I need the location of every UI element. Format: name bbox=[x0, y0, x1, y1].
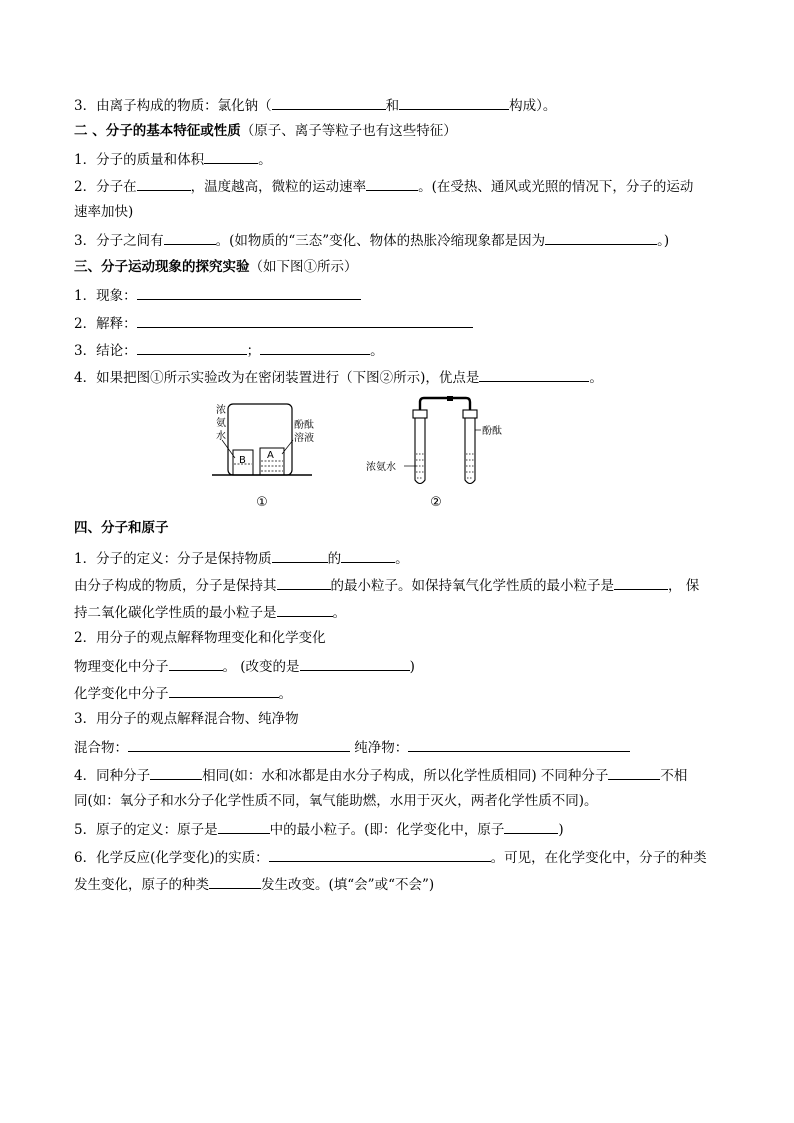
blank-input[interactable] bbox=[128, 738, 350, 752]
figure-2-test-tube-experiment bbox=[364, 396, 514, 511]
line-co2-property: 持二氧化碳化学性质的最小粒子是 。 bbox=[74, 605, 346, 621]
line-chemical-change: 化学变化中分子 。 bbox=[74, 686, 292, 702]
line-same-molecule-continued: 同(如：氧分子和水分子化学性质不同，氧气能助燃，水用于灭火，两者化学性质不同)。 bbox=[74, 793, 598, 809]
line-atom-definition: 5．原子的定义：原子是 中的最小粒子。(即：化学变化中，原子 ) bbox=[74, 822, 564, 838]
figure-1-beaker-experiment bbox=[208, 396, 318, 511]
label-phenolphthalein-2: 酚酞 bbox=[482, 426, 502, 437]
blank-input[interactable] bbox=[209, 875, 261, 889]
line-molecule-motion: 2．分子在 ，温度越高，微粒的运动速率 。(在受热、通风或光照的情况下，分子的运动 bbox=[74, 179, 694, 195]
line-physical-change: 物理变化中分子 。 (改变的是 ) bbox=[74, 659, 415, 675]
figure-caption-2: ② bbox=[430, 495, 442, 510]
blank-input[interactable] bbox=[272, 96, 386, 110]
blank-input[interactable] bbox=[164, 231, 216, 245]
section-heading-4: 四、分子和原子 bbox=[74, 520, 169, 536]
line-mass-volume: 1．分子的质量和体积 。 bbox=[74, 152, 272, 168]
line-mixture-answer: 混合物： 纯净物： bbox=[74, 738, 630, 756]
stopper-left bbox=[413, 410, 427, 418]
blank-input[interactable] bbox=[137, 177, 191, 191]
blank-input[interactable] bbox=[341, 549, 395, 563]
line-reaction-essence-continued: 发生变化，原子的种类 发生改变。(填“会”或“不会”) bbox=[74, 877, 435, 893]
label-phenolphthalein: 酚酞 bbox=[294, 420, 314, 431]
clamp bbox=[447, 396, 453, 401]
line-physical-chemical-change: 2．用分子的观点解释物理变化和化学变化 bbox=[74, 630, 326, 646]
blank-input[interactable] bbox=[479, 368, 589, 382]
blank-input[interactable] bbox=[169, 684, 279, 698]
line-molecule-substance: 由分子构成的物质，分子是保持其 的最小粒子。如保持氧气化学性质的最小粒子是 ， 保 bbox=[74, 578, 700, 594]
blank-input[interactable] bbox=[269, 848, 491, 862]
blank-input[interactable] bbox=[504, 820, 558, 834]
line-phenomenon: 1．现象： bbox=[74, 286, 361, 304]
blank-input[interactable] bbox=[300, 657, 410, 671]
figure-caption-1: ① bbox=[256, 495, 268, 510]
blank-input[interactable] bbox=[137, 314, 473, 328]
blank-input[interactable] bbox=[545, 231, 657, 245]
line-mixture-pure: 3．用分子的观点解释混合物、纯净物 bbox=[74, 711, 299, 727]
blank-input[interactable] bbox=[137, 341, 247, 355]
line-motion-continued: 速率加快) bbox=[74, 204, 134, 220]
label-b: B bbox=[239, 455, 246, 466]
blank-input[interactable] bbox=[408, 738, 630, 752]
svg-text:溶液: 溶液 bbox=[294, 433, 314, 444]
blank-input[interactable] bbox=[366, 177, 418, 191]
blank-input[interactable] bbox=[137, 286, 361, 300]
blank-input[interactable] bbox=[150, 766, 202, 780]
blank-input[interactable] bbox=[169, 657, 223, 671]
blank-input[interactable] bbox=[204, 150, 258, 164]
line-reaction-essence: 6．化学反应(化学变化)的实质： 。可见，在化学变化中，分子的种类 bbox=[74, 850, 707, 866]
blank-input[interactable] bbox=[260, 341, 370, 355]
line-molecule-definition: 1．分子的定义：分子是保持物质 的 。 bbox=[74, 551, 409, 567]
line-same-molecule: 4．同种分子 相同(如：水和冰都是由水分子构成，所以化学性质相同) 不同种分子 不相 bbox=[74, 768, 688, 784]
blank-input[interactable] bbox=[399, 96, 509, 110]
section-heading-2: 二 、分子的基本特征或性质（原子、离子等粒子也有这些特征） bbox=[74, 123, 457, 139]
test-tube-left bbox=[415, 418, 425, 484]
line-closed-device: 4．如果把图①所示实验改为在密闭装置进行（下图②所示)，优点是 。 bbox=[74, 370, 603, 386]
test-tube-right bbox=[465, 418, 475, 484]
label-ammonia-2: 浓氨水 bbox=[366, 462, 396, 473]
blank-input[interactable] bbox=[614, 576, 668, 590]
line-explanation: 2．解释： bbox=[74, 314, 473, 332]
svg-text:氨: 氨 bbox=[216, 418, 226, 429]
label-a: A bbox=[267, 450, 274, 461]
label-ammonia: 浓 bbox=[216, 405, 226, 416]
blank-input[interactable] bbox=[277, 603, 333, 617]
section-heading-3: 三、分子运动现象的探究实验（如下图①所示） bbox=[74, 259, 358, 275]
blank-input[interactable] bbox=[608, 766, 660, 780]
line-conclusion: 3．结论： ； 。 bbox=[74, 343, 384, 359]
line-molecular-gap: 3．分子之间有 。(如物质的“三态”变化、物体的热胀冷缩现象都是因为 。) bbox=[74, 233, 670, 249]
line-ionic-substance: 3．由离子构成的物质：氯化钠（ 和 构成）。 bbox=[74, 98, 557, 114]
stopper-right bbox=[463, 410, 477, 418]
svg-text:水: 水 bbox=[216, 431, 226, 442]
blank-input[interactable] bbox=[272, 549, 328, 563]
blank-input[interactable] bbox=[218, 820, 270, 834]
blank-input[interactable] bbox=[277, 576, 331, 590]
